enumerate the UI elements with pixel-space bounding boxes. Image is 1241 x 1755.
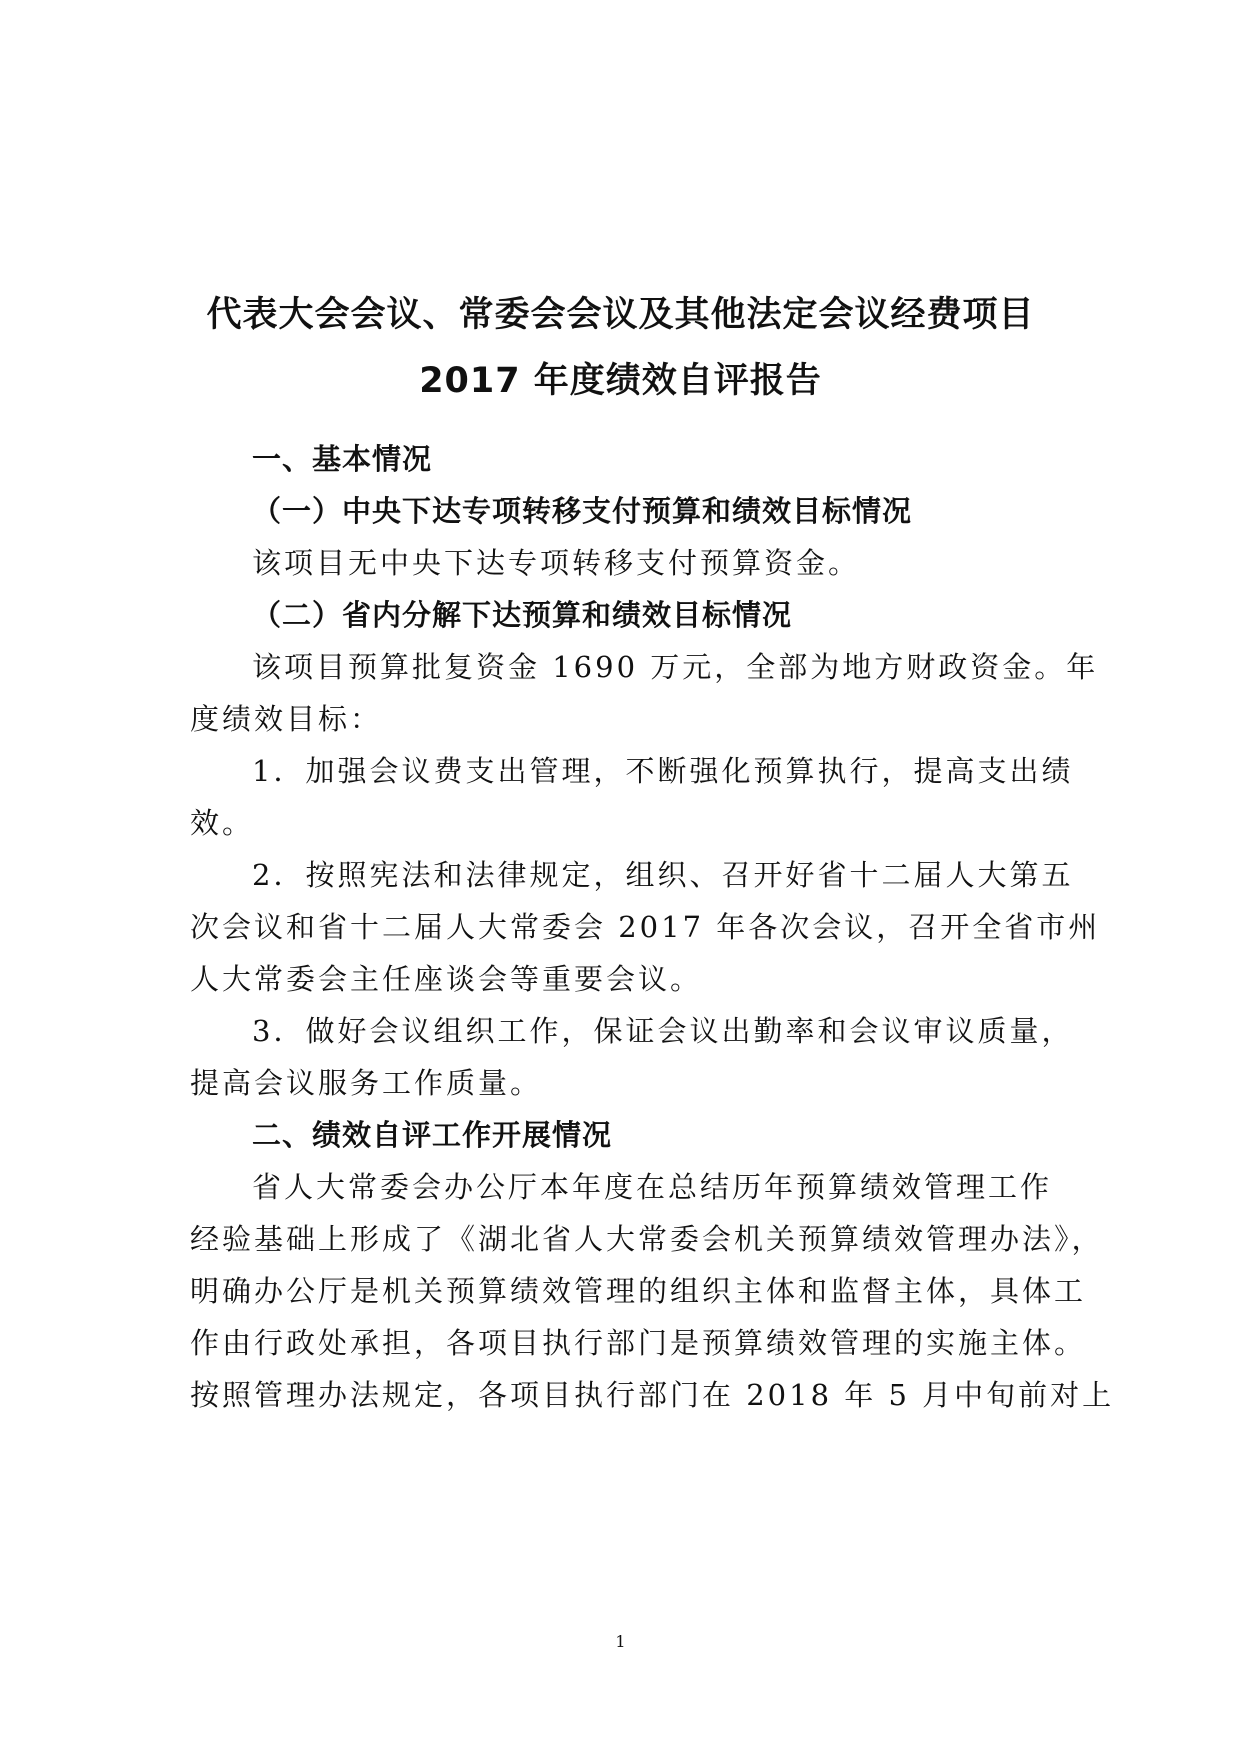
goal-item-2-line-2: 次会议和省十二届人大常委会 2017 年各次会议，召开全省市州 bbox=[190, 910, 1101, 944]
paragraph-budget-line-1: 该项目预算批复资金 1690 万元，全部为地方财政资金。年 bbox=[252, 650, 1099, 684]
paragraph-budget-line-2: 度绩效目标： bbox=[190, 702, 383, 736]
goal-item-3-line-1: 3．做好会议组织工作，保证会议出勤率和会议审议质量， bbox=[252, 1014, 1074, 1048]
goal-item-2-line-3: 人大常委会主任座谈会等重要会议。 bbox=[190, 962, 703, 996]
paragraph-self-eval-line-1: 省人大常委会办公厅本年度在总结历年预算绩效管理工作 bbox=[252, 1170, 1053, 1204]
goal-item-2-line-1: 2．按照宪法和法律规定，组织、召开好省十二届人大第五 bbox=[252, 858, 1074, 892]
subheading-provincial-budget: （二）省内分解下达预算和绩效目标情况 bbox=[252, 598, 793, 632]
section-heading-self-evaluation: 二、绩效自评工作开展情况 bbox=[252, 1118, 613, 1152]
paragraph-self-eval-line-2: 经验基础上形成了《湖北省人大常委会机关预算绩效管理办法》， bbox=[190, 1222, 1104, 1256]
paragraph-self-eval-line-5: 按照管理办法规定，各项目执行部门在 2018 年 5 月中旬前对上 bbox=[190, 1378, 1115, 1412]
report-title-line-1: 代表大会会议、常委会会议及其他法定会议经费项目 bbox=[206, 295, 1035, 335]
goal-item-3-line-2: 提高会议服务工作质量。 bbox=[190, 1066, 543, 1100]
goal-item-1-line-1: 1．加强会议费支出管理，不断强化预算执行，提高支出绩 bbox=[252, 754, 1074, 788]
paragraph-central-transfer: 该项目无中央下达专项转移支付预算资金。 bbox=[252, 546, 861, 580]
report-title-line-2: 2017 年度绩效自评报告 bbox=[419, 361, 822, 401]
section-heading-basic-info: 一、基本情况 bbox=[252, 442, 433, 476]
paragraph-self-eval-line-4: 作由行政处承担，各项目执行部门是预算绩效管理的实施主体。 bbox=[190, 1326, 1087, 1360]
page-number: 1 bbox=[615, 1632, 626, 1651]
goal-item-1-line-2: 效。 bbox=[190, 806, 255, 840]
paragraph-self-eval-line-3: 明确办公厅是机关预算绩效管理的组织主体和监督主体，具体工 bbox=[190, 1274, 1087, 1308]
subheading-central-transfer: （一）中央下达专项转移支付预算和绩效目标情况 bbox=[252, 494, 913, 528]
